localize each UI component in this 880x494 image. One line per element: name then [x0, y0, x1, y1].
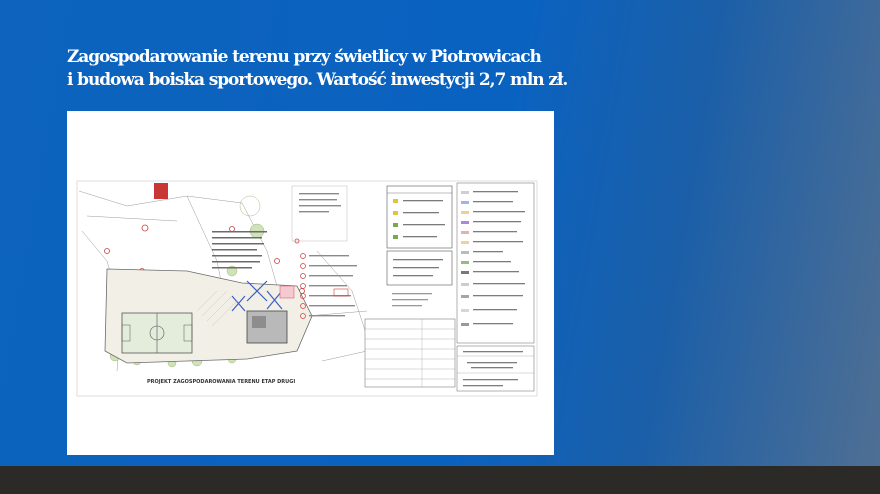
pink-area — [280, 286, 294, 298]
plan-caption: PROJEKT ZAGOSPODAROWANIA TERENU ETAP DRUGI — [147, 379, 296, 385]
symbol-key — [387, 186, 452, 306]
sports-field — [122, 313, 192, 353]
red-stamp — [154, 183, 168, 199]
legend-column — [457, 183, 534, 343]
title-block — [457, 346, 534, 391]
community-hall — [247, 311, 287, 343]
slide-title — [67, 46, 827, 92]
area-table — [365, 319, 455, 387]
title-line-1: Zagospodarowanie terenu przy świetlicy w Piotrowicach — [67, 47, 541, 67]
site-plan-drawing — [67, 111, 554, 455]
site-plan-image — [67, 111, 554, 455]
title-line-2: i budowa boiska sportowego. Wartość inwestycji 2,7 mln zł. — [67, 70, 568, 90]
footer-bar — [0, 466, 880, 494]
